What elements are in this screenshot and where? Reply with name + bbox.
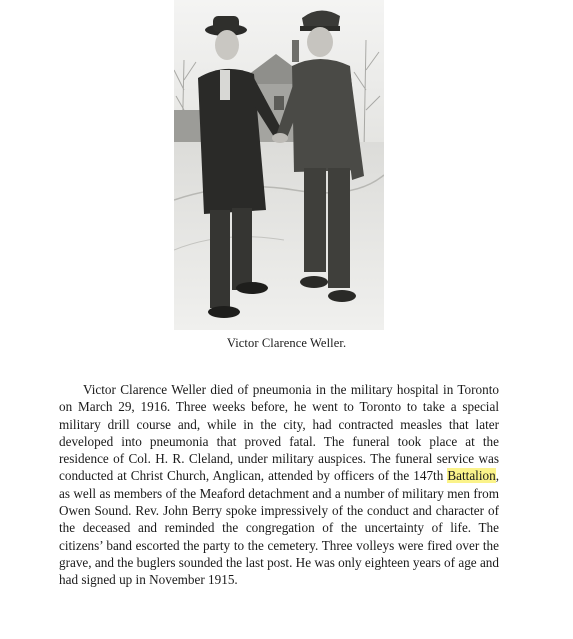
paragraph-text-end: , as well as members of the Meaford detachment and a number of military men from Owen Sound. Rev. John Berry spoke impressively of the conduct and character of the deceased and reminded the congregation of the uncertainty of life. The citizens’ band escorted the party to the cemetery. Three volleys were fired over the grave, and the buglers sounded the last post. He was only eighteen years of age and had signed up in November 1915.: [59, 468, 499, 588]
body-paragraph: [59, 381, 499, 589]
historical-photograph: [174, 0, 384, 330]
photo-illustration: [174, 0, 384, 330]
photo-handshake: [272, 133, 288, 143]
photo-caption: Victor Clarence Weller.: [226, 336, 347, 350]
paragraph-text-start: Victor Clarence Weller died of pneumonia in the military hospital in Toronto on March 29, 1916. Three weeks before, he went to Toronto to take a special military drill course and, while in the city, had contracted measles that later developed into pneumonia that proved fatal. The funeral took place at the residence of Col. H. R. Cleland, under military auspices. The funeral service was conducted at Christ Church, Anglican, attended by officers of the 147th: [59, 382, 499, 484]
highlighted-word: Battalion: [447, 468, 496, 484]
